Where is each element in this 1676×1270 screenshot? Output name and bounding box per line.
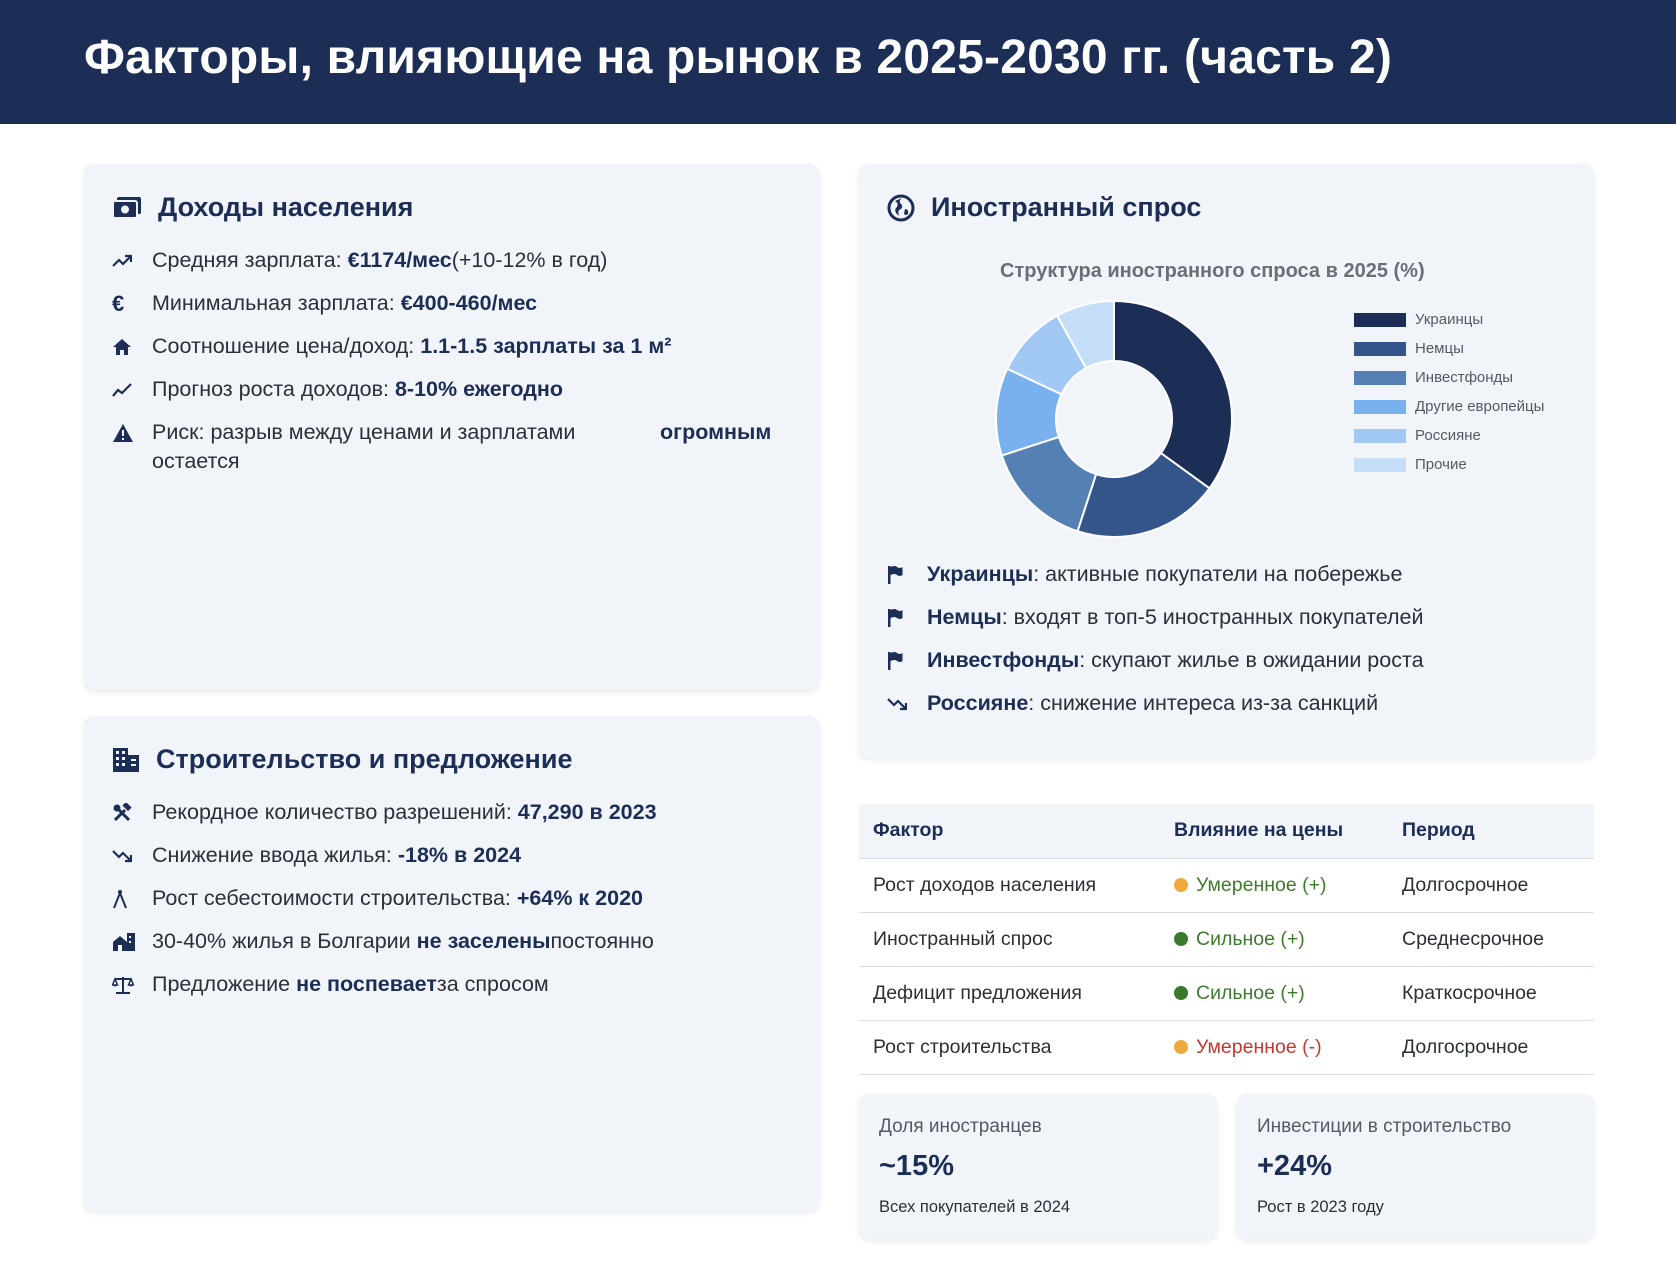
scale-icon bbox=[112, 975, 134, 995]
list-item: Украинцы: активные покупатели на побережье bbox=[887, 560, 1577, 589]
trending-down-icon bbox=[112, 849, 132, 863]
trending-up-icon bbox=[112, 254, 132, 268]
stat-value: +24% bbox=[1257, 1150, 1332, 1182]
list-item: Рекордное количество разрешений: 47,290 в 2023 bbox=[112, 798, 802, 827]
legend-swatch bbox=[1354, 400, 1406, 414]
flag-icon bbox=[887, 565, 903, 585]
impact-cell bbox=[1160, 912, 1388, 966]
foreign-demand-card bbox=[859, 164, 1594, 758]
factors-table bbox=[859, 804, 1594, 1075]
table-row bbox=[859, 858, 1594, 912]
legend-item bbox=[1354, 334, 1544, 363]
legend-swatch bbox=[1354, 313, 1406, 327]
factor-cell: Рост доходов населения bbox=[859, 858, 1160, 912]
period-cell: Долгосрочное bbox=[1388, 858, 1594, 912]
money-icon bbox=[112, 196, 142, 220]
period-cell: Краткосрочное bbox=[1388, 966, 1594, 1020]
legend-swatch bbox=[1354, 429, 1406, 443]
legend-item bbox=[1354, 305, 1544, 334]
column-header-factor: Фактор bbox=[859, 804, 1160, 858]
foreign-list bbox=[887, 560, 1577, 732]
list-item: Россияне: снижение интереса из-за санкций bbox=[887, 689, 1577, 718]
legend-swatch bbox=[1354, 458, 1406, 472]
impact-dot-icon bbox=[1174, 878, 1188, 892]
impact-text: Умеренное (-) bbox=[1196, 1035, 1322, 1058]
impact-cell bbox=[1160, 966, 1388, 1020]
houses-icon bbox=[112, 932, 136, 952]
impact-cell bbox=[1160, 1020, 1388, 1074]
stat-label: Инвестиции в строительство bbox=[1257, 1116, 1512, 1137]
legend-label: Немцы bbox=[1415, 340, 1464, 357]
trending-down-icon bbox=[887, 697, 907, 711]
home-icon bbox=[112, 338, 132, 356]
impact-dot-icon bbox=[1174, 1040, 1188, 1054]
table-row bbox=[859, 1020, 1594, 1074]
impact-text: Сильное (+) bbox=[1196, 981, 1305, 1004]
tools-icon bbox=[112, 803, 132, 823]
legend-item bbox=[1354, 421, 1544, 450]
flag-icon bbox=[887, 608, 903, 628]
period-cell: Долгосрочное bbox=[1388, 1020, 1594, 1074]
income-card bbox=[84, 164, 819, 690]
list-item: Снижение ввода жилья: -18% в 2024 bbox=[112, 841, 802, 870]
legend-item bbox=[1354, 450, 1544, 479]
legend-swatch bbox=[1354, 371, 1406, 385]
list-item: 30-40% жилья в Болгарии не заселеныпостоянно bbox=[112, 927, 802, 956]
table-row bbox=[859, 912, 1594, 966]
column-header-impact: Влияние на цены bbox=[1160, 804, 1388, 858]
income-card-title: Доходы населения bbox=[112, 192, 413, 223]
risk-item: Риск: разрыв между ценами и зарплатами остается огромным bbox=[112, 418, 802, 476]
impact-cell bbox=[1160, 858, 1388, 912]
legend-item bbox=[1354, 392, 1544, 421]
legend-label: Украинцы bbox=[1415, 311, 1484, 328]
stat-card-construction-investment bbox=[1237, 1094, 1594, 1239]
compass-icon bbox=[112, 889, 128, 909]
construction-list bbox=[112, 798, 802, 1013]
euro-icon: € bbox=[112, 291, 125, 316]
chart-legend bbox=[1354, 305, 1544, 479]
construction-card-title: Строительство и предложение bbox=[112, 744, 572, 775]
flag-icon bbox=[887, 651, 903, 671]
stat-value: ~15% bbox=[879, 1150, 954, 1182]
legend-item bbox=[1354, 363, 1544, 392]
foreign-card-title: Иностранный спрос bbox=[887, 192, 1201, 223]
list-item: Соотношение цена/доход: 1.1-1.5 зарплаты за 1 м² bbox=[112, 332, 802, 361]
building-icon bbox=[112, 747, 140, 773]
list-item: € Минимальная зарплата: €400-460/мес bbox=[112, 291, 538, 316]
stat-subtitle: Рост в 2023 году bbox=[1257, 1198, 1384, 1216]
list-item: Инвестфонды: скупают жилье в ожидании роста bbox=[887, 646, 1577, 675]
legend-label: Россияне bbox=[1415, 427, 1481, 444]
income-list bbox=[112, 246, 802, 490]
factor-cell: Дефицит предложения bbox=[859, 966, 1160, 1020]
table-header-row bbox=[859, 804, 1594, 858]
legend-label: Прочие bbox=[1415, 456, 1467, 473]
list-item: Рост себестоимости строительства: +64% к 2020 bbox=[112, 884, 802, 913]
stat-subtitle: Всех покупателей в 2024 bbox=[879, 1198, 1071, 1216]
factor-cell: Рост строительства bbox=[859, 1020, 1160, 1074]
period-cell: Среднесрочное bbox=[1388, 912, 1594, 966]
globe-icon bbox=[887, 194, 915, 222]
impact-text: Сильное (+) bbox=[1196, 927, 1305, 950]
donut-slice-0 bbox=[1114, 301, 1232, 488]
legend-swatch bbox=[1354, 342, 1406, 356]
list-item: Средняя зарплата: €1174/мес(+10-12% в год) bbox=[112, 246, 802, 275]
factor-cell: Иностранный спрос bbox=[859, 912, 1160, 966]
list-item: Прогноз роста доходов: 8-10% ежегодно bbox=[112, 375, 802, 404]
donut-chart bbox=[989, 294, 1239, 544]
chart-title: Структура иностранного спроса в 2025 (%) bbox=[1000, 260, 1425, 282]
impact-text: Умеренное (+) bbox=[1196, 873, 1327, 896]
stat-card-foreign-share bbox=[859, 1094, 1217, 1239]
list-item: Немцы: входят в топ-5 иностранных покупателей bbox=[887, 603, 1577, 632]
construction-card bbox=[84, 716, 819, 1211]
column-header-period: Период bbox=[1388, 804, 1594, 858]
page-title: Факторы, влияющие на рынок в 2025-2030 гг. (часть 2) bbox=[84, 31, 1393, 84]
stat-label: Доля иностранцев bbox=[879, 1116, 1042, 1137]
impact-dot-icon bbox=[1174, 932, 1188, 946]
table-row bbox=[859, 966, 1594, 1020]
legend-label: Инвестфонды bbox=[1415, 369, 1514, 386]
legend-label: Другие европейцы bbox=[1415, 398, 1545, 415]
impact-dot-icon bbox=[1174, 986, 1188, 1000]
page-header bbox=[0, 0, 1676, 124]
warning-icon bbox=[112, 423, 134, 443]
list-item: Предложение не поспеваетза спросом bbox=[112, 970, 802, 999]
line-chart-icon bbox=[112, 383, 132, 397]
